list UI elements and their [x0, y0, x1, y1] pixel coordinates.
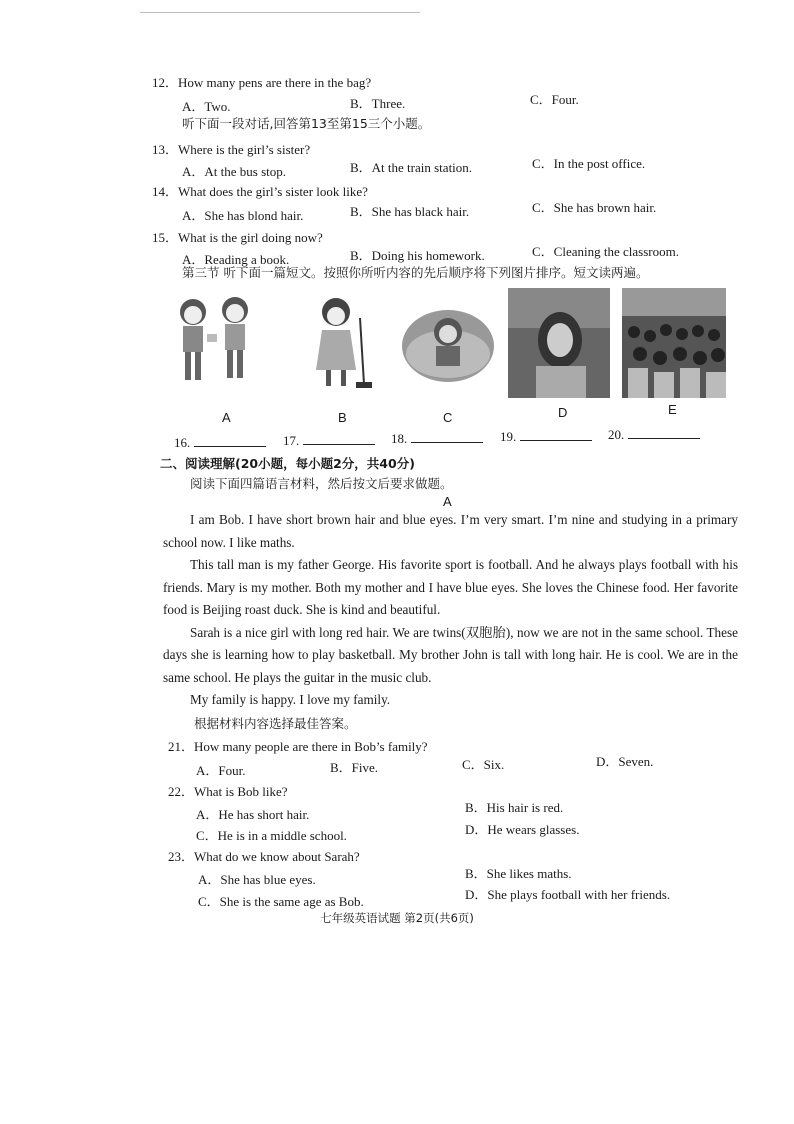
question-21-option-c: C．Six.: [462, 757, 505, 772]
question-23-option-b: B．She likes maths.: [465, 866, 572, 881]
question-13-option-b: B．At the train station.: [350, 160, 473, 175]
question-15-option-b: B．Doing his homework.: [350, 248, 485, 263]
question-22-option-b: B．His hair is red.: [465, 800, 564, 815]
blank-number-19: 19.: [500, 429, 517, 444]
picture-a-two-girls: [163, 288, 263, 398]
answer-blank-16[interactable]: [174, 434, 266, 451]
question-13-option-c: C．In the post office.: [532, 156, 646, 171]
question-23-stem: 23．What do we know about Sarah?: [168, 849, 360, 864]
question-14-option-b: B．She has black hair.: [350, 204, 470, 219]
question-21-stem: 21．How many people are there in Bob’s family?: [168, 739, 428, 754]
passage-paragraph-2: This tall man is my father George. His favorite sport is football. And he always plays football with his friends. Mary is my mother. Both my mother and I have blue eyes. She loves the Chinese food. Her favorite food is Beijing roast duck. She is kind and beautiful.: [163, 557, 738, 617]
blank-number-18: 18.: [391, 431, 408, 446]
passage-paragraph-3: Sarah is a nice girl with long red hair. We are twins(双胞胎), now we are not in the same school. These days she is learning how to play basketball. My brother John is tall with long hair. He is cool. We are in the same school. He plays the guitar in the music club.: [163, 624, 738, 685]
question-22-option-c: C．He is in a middle school.: [196, 828, 347, 843]
choose-instruction: 根据材料内容选择最佳答案。: [194, 716, 357, 731]
question-12-option-b: B．Three.: [350, 96, 406, 111]
reading-section-heading: 二、阅读理解(20小题，每小题2分，共40分): [160, 456, 415, 471]
question-22-option-a: A．He has short hair.: [196, 807, 310, 822]
passage-label: A: [443, 494, 452, 509]
blank-number-20: 20.: [608, 427, 625, 442]
question-14-option-a: A．She has blond hair.: [182, 208, 304, 223]
picture-e-crowd-photo: [622, 288, 726, 398]
question-15-option-c: C．Cleaning the classroom.: [532, 244, 679, 259]
picture-label-e: E: [668, 402, 677, 417]
question-15-option-a: A．Reading a book.: [182, 252, 290, 267]
top-rule: [140, 12, 420, 13]
answer-blank-19[interactable]: [500, 428, 592, 445]
reading-instruction: 阅读下面四篇语言材料，然后按文后要求做题。: [190, 476, 453, 491]
question-22-stem: 22．What is Bob like?: [168, 784, 288, 799]
picture-label-c: C: [443, 410, 453, 425]
blank-number-16: 16.: [174, 435, 191, 450]
question-23-option-d: D．She plays football with her friends.: [465, 887, 671, 902]
page-footer: 七年级英语试题 第2页(共6页): [320, 911, 474, 925]
question-15-stem: 15．What is the girl doing now?: [152, 230, 323, 245]
question-21-option-b: B．Five.: [330, 760, 379, 775]
picture-b-girl-sweeping: [300, 288, 380, 398]
picture-c-girl-in-shell: [398, 288, 498, 398]
passage-a: [163, 509, 738, 712]
picture-label-a: A: [222, 410, 231, 425]
question-12-option-c: C．Four.: [530, 92, 579, 107]
section-3-instruction: 第三节 听下面一篇短文。按照你所听内容的先后顺序将下列图片排序。短文读两遍。: [182, 265, 649, 280]
question-12-option-a: A．Two.: [182, 99, 231, 114]
question-14-stem: 14．What does the girl’s sister look like?: [152, 184, 368, 199]
question-13-stem: 13．Where is the girl’s sister?: [152, 142, 311, 157]
answer-blank-20[interactable]: [608, 426, 700, 443]
question-21-option-d: D．Seven.: [596, 754, 654, 769]
question-14-option-c: C．She has brown hair.: [532, 200, 657, 215]
passage-paragraph-4: My family is happy. I love my family.: [190, 692, 391, 707]
question-23-option-a: A．She has blue eyes.: [198, 872, 316, 887]
answer-blank-17[interactable]: [283, 432, 375, 449]
question-21-option-a: A．Four.: [196, 763, 246, 778]
blank-number-17: 17.: [283, 433, 300, 448]
question-22-option-d: D．He wears glasses.: [465, 822, 580, 837]
picture-label-b: B: [338, 410, 347, 425]
dialog-instruction: 听下面一段对话,回答第13至第15三个小题。: [182, 116, 431, 131]
answer-blank-18[interactable]: [391, 430, 483, 447]
question-13-option-a: A．At the bus stop.: [182, 164, 287, 179]
passage-paragraph-1: I am Bob. I have short brown hair and blue eyes. I’m very smart. I’m nine and studying in a primary school now. I like maths.: [163, 512, 738, 550]
picture-label-d: D: [558, 405, 568, 420]
question-23-option-c: C．She is the same age as Bob.: [198, 894, 364, 909]
question-12-stem: 12．How many pens are there in the bag?: [152, 75, 372, 90]
picture-d-girl-photo: [508, 288, 610, 398]
